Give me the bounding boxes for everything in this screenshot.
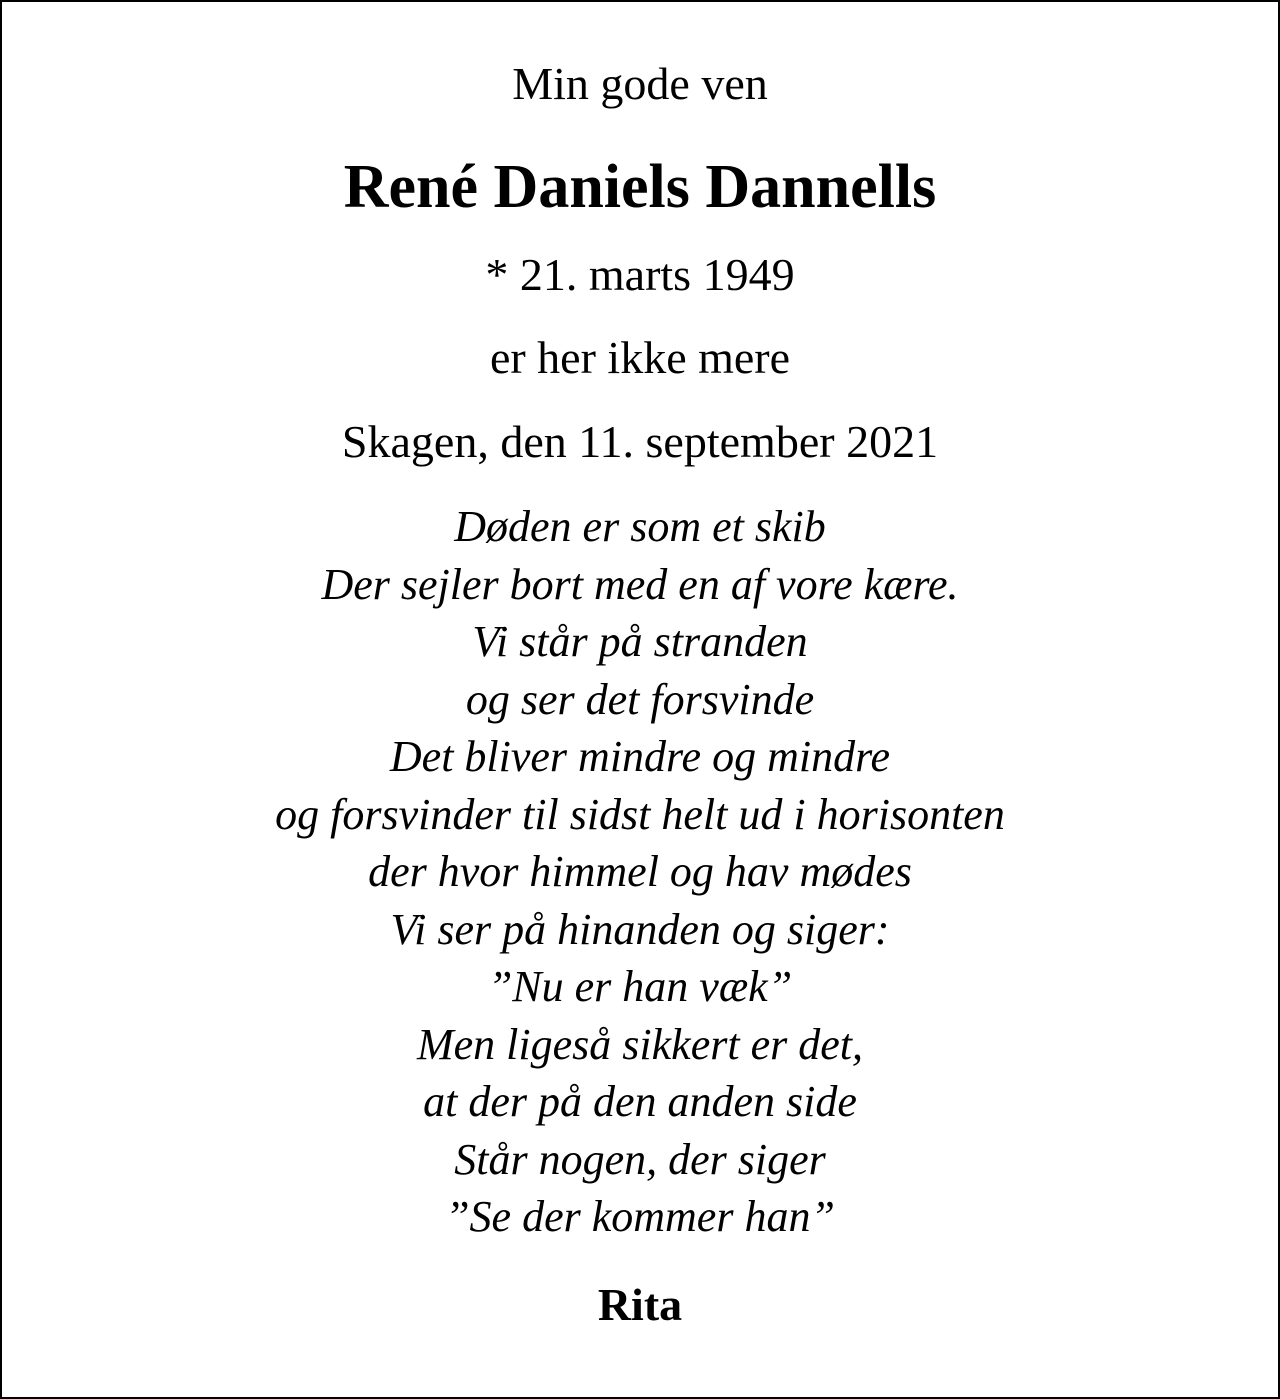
poem-line: ”Se der kommer han” (445, 1192, 835, 1241)
poem-line: Står nogen, der siger (454, 1134, 826, 1184)
place-date: Skagen, den 11. september 2021 (341, 416, 939, 467)
poem-line: Men ligeså sikkert er det, (417, 1019, 863, 1069)
poem-line: Det bliver mindre og mindre (389, 732, 891, 781)
intro-text: Min gode ven (512, 58, 768, 109)
poem-line: der hvor himmel og hav mødes (368, 847, 912, 896)
birth-date: * 21. marts 1949 (485, 249, 795, 300)
poem-line: Døden er som et skib (454, 502, 826, 551)
signature: Rita (597, 1279, 683, 1330)
deceased-name: René Daniels Dannells (343, 153, 937, 221)
poem-line: og forsvinder til sidst helt ud i horisonten (275, 789, 1005, 839)
poem-line: ”Nu er han væk” (487, 962, 793, 1011)
status-text: er her ikke mere (489, 332, 791, 383)
poem-line: Vi står på stranden (472, 617, 808, 666)
poem-line: og ser det forsvinde (465, 674, 815, 724)
poem-line: Der sejler bort med en af vore kære. (321, 559, 959, 609)
poem-line: at der på den anden side (423, 1077, 857, 1126)
poem-line: Vi ser på hinanden og siger: (390, 904, 890, 954)
poem (2, 498, 1278, 1246)
